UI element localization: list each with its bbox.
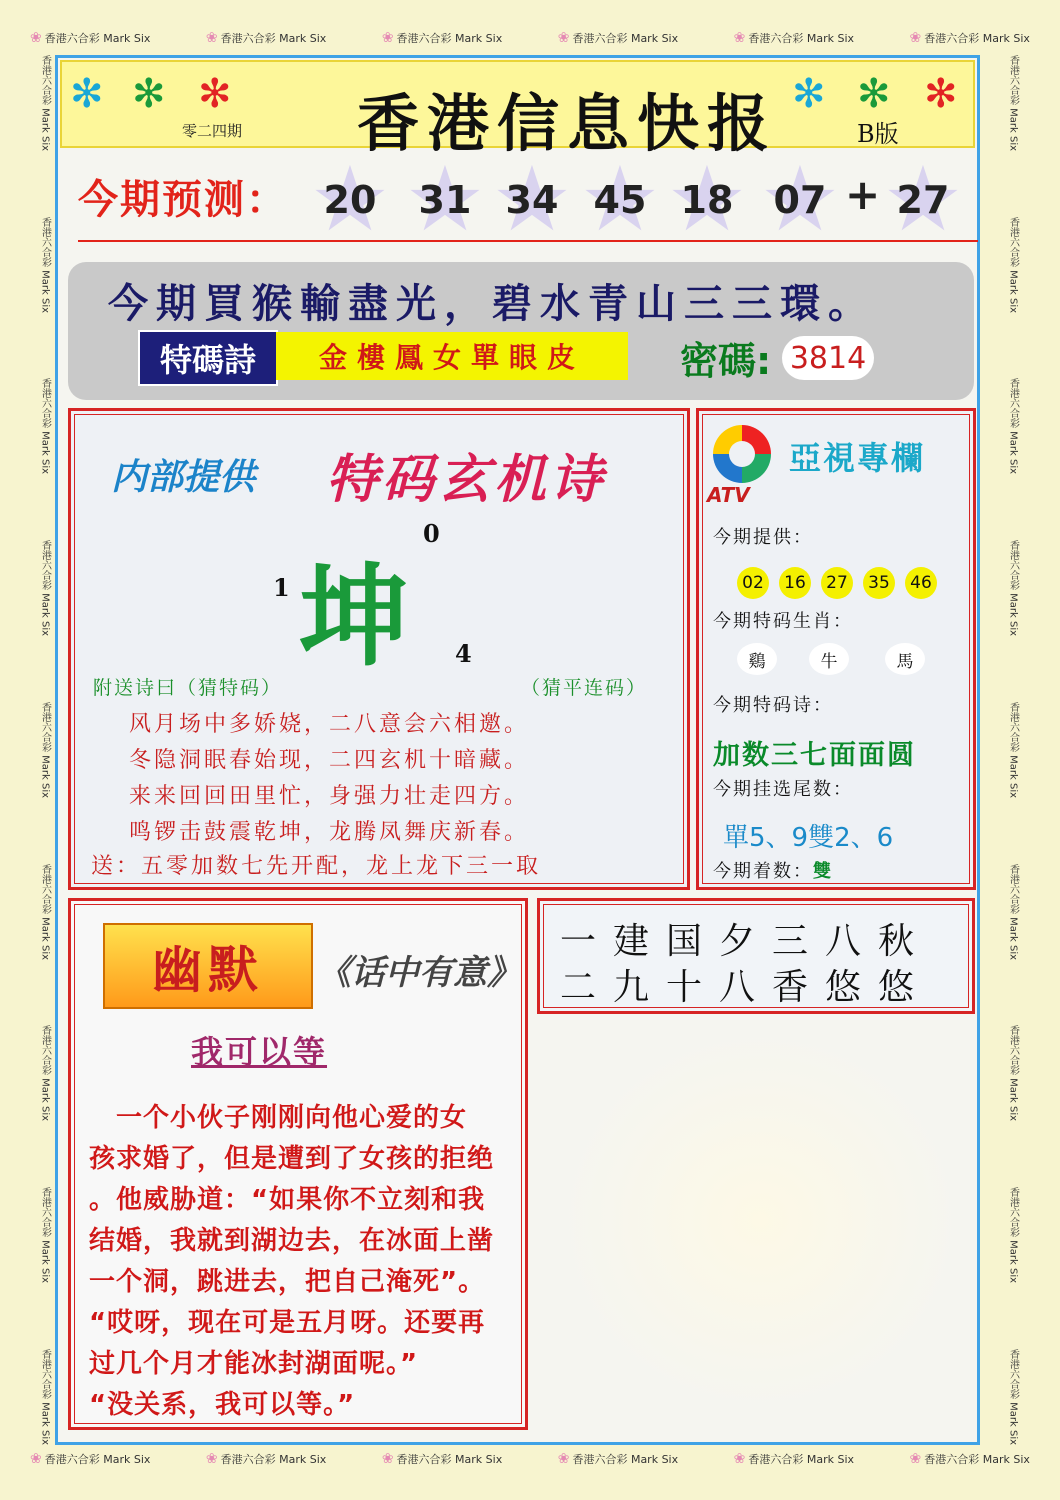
border-label: ❀ 香港六合彩 Mark Six — [30, 1451, 151, 1467]
big-character: 坤 — [299, 553, 409, 681]
border-label: 香港六合彩 Mark Six — [39, 216, 51, 313]
star-icon: ✻ — [70, 71, 104, 117]
border-label: 香港六合彩 Mark Six — [1007, 540, 1019, 637]
poem-label: 今期特码诗： — [713, 695, 833, 716]
number-ball: 35 — [863, 567, 895, 599]
decorative-glow — [560, 1030, 960, 1410]
border-strip-right — [1003, 55, 1023, 1445]
flower-icon: ❀ — [557, 1451, 570, 1467]
prediction-row — [60, 160, 975, 250]
edition-label: B版 — [857, 120, 899, 148]
border-label: 香港六合彩 Mark Six — [1007, 1025, 1019, 1122]
story-title: 我可以等 — [191, 1033, 328, 1071]
atv-logo-text: ATV — [707, 483, 750, 507]
story-line: 过几个月才能冰封湖面呢。” — [89, 1349, 419, 1379]
riddle-line: 一建国夕三八秋 — [560, 921, 932, 962]
star-icon: ✻ — [924, 71, 958, 117]
plus-sign: + — [845, 170, 881, 219]
story-line: 孩求婚了，但是遭到了女孩的拒绝 — [89, 1144, 495, 1174]
humor-box — [68, 898, 528, 1430]
story-line: 一个小伙子刚刚向他心爱的女 — [89, 1103, 468, 1133]
border-label: 香港六合彩 Mark Six — [1007, 1187, 1019, 1284]
code-label: 密碼: — [680, 339, 772, 383]
digit-left: 1 — [273, 573, 290, 602]
number-ball: 16 — [779, 567, 811, 599]
riddle-box — [537, 898, 975, 1014]
border-label: 香港六合彩 Mark Six — [1007, 863, 1019, 960]
flower-icon: ❀ — [733, 30, 746, 46]
verse-head-left: 附送诗曰（猜特码） — [93, 677, 283, 699]
flower-icon: ❀ — [557, 30, 570, 46]
insider-title: 特码玄机诗 — [326, 450, 607, 510]
border-label: 香港六合彩 Mark Six — [39, 1025, 51, 1122]
atv-poem: 加数三七面面圆 — [713, 740, 916, 771]
border-label: 香港六合彩 Mark Six — [1007, 378, 1019, 475]
prediction-number: ★ 45 — [585, 165, 655, 235]
special-poem-text: 金樓鳳女單眼皮 — [276, 332, 628, 380]
prediction-number: ★ 20 — [315, 165, 385, 235]
story-line: 一个洞，跳进去，把自己淹死”。 — [89, 1267, 486, 1297]
border-label: ❀ 香港六合彩 Mark Six — [557, 30, 679, 46]
border-label: 香港六合彩 Mark Six — [1007, 216, 1019, 313]
prediction-number: ★ 07 — [765, 165, 835, 235]
story-line: “没关系，我可以等。” — [89, 1390, 356, 1420]
zodiac-label: 今期特码生肖： — [713, 611, 853, 632]
tip-row: 今期着数：雙 — [713, 861, 833, 882]
flower-icon: ❀ — [30, 1451, 42, 1467]
star-icon: ✻ — [792, 71, 826, 117]
verse-band — [68, 262, 974, 400]
number-ball: 46 — [905, 567, 937, 599]
flower-icon: ❀ — [381, 30, 394, 46]
flower-icon: ❀ — [205, 1451, 218, 1467]
special-poem-label: 特碼詩 — [138, 330, 278, 386]
issue-number: 零二四期 — [182, 122, 243, 140]
page-title: 香港信息快报 — [357, 87, 778, 160]
border-label: 香港六合彩 Mark Six — [39, 55, 51, 152]
star-icon: ✻ — [132, 71, 166, 117]
border-label: 香港六合彩 Mark Six — [39, 863, 51, 960]
flower-icon: ❀ — [909, 1451, 922, 1467]
prediction-number: ★ 34 — [497, 165, 567, 235]
verse-line: 送：五零加数七先开配，龙上龙下三一取 — [91, 854, 542, 879]
story-line: 。他威胁道：“如果你不立刻和我 — [89, 1185, 486, 1215]
atv-title: 亞視專欄 — [789, 439, 926, 477]
star-icon: ✻ — [198, 71, 232, 117]
humor-subtitle: 《话中有意》 — [317, 953, 521, 993]
border-strip-top — [30, 27, 1030, 49]
digit-bottom: 4 — [455, 639, 472, 668]
border-label: 香港六合彩 Mark Six — [39, 540, 51, 637]
flower-icon: ❀ — [381, 1451, 394, 1467]
border-label: 香港六合彩 Mark Six — [1007, 55, 1019, 152]
story-line: 结婚，我就到湖边去，在冰面上凿 — [89, 1226, 495, 1256]
border-label: ❀ 香港六合彩 Mark Six — [557, 1451, 679, 1467]
insider-heading: 内部提供 — [111, 457, 256, 498]
border-label: 香港六合彩 Mark Six — [1007, 701, 1019, 798]
border-label: ❀ 香港六合彩 Mark Six — [205, 30, 327, 46]
provide-label: 今期提供： — [713, 527, 813, 548]
border-label: ❀ 香港六合彩 Mark Six — [909, 30, 1030, 46]
verse-line: 风月场中多娇娆，二八意会六相邀。 — [129, 712, 530, 737]
border-label: ❀ 香港六合彩 Mark Six — [205, 1451, 327, 1467]
special-number: ★ 27 — [888, 165, 958, 235]
zodiac-item: 馬 — [885, 643, 925, 675]
divider — [78, 240, 978, 242]
border-label: ❀ 香港六合彩 Mark Six — [909, 1451, 1030, 1467]
tail-label: 今期挂选尾数： — [713, 779, 853, 800]
atv-box — [696, 408, 976, 890]
prediction-number: ★ 18 — [672, 165, 742, 235]
border-label: 香港六合彩 Mark Six — [1007, 1348, 1019, 1445]
star-icon: ✻ — [857, 71, 891, 117]
flower-icon: ❀ — [30, 30, 42, 46]
verse-line: 鸣锣击鼓震乾坤，龙腾凤舞庆新春。 — [129, 820, 530, 845]
verse-line: 来来回回田里忙，身强力壮走四方。 — [129, 784, 530, 809]
flower-icon: ❀ — [909, 30, 922, 46]
digit-top: 0 — [423, 519, 440, 548]
atv-logo-icon — [713, 425, 771, 483]
riddle-line: 二九十八香悠悠 — [560, 967, 932, 1008]
verse-line: 冬隐洞眠春始现，二四玄机十暗藏。 — [129, 748, 530, 773]
border-label: ❀ 香港六合彩 Mark Six — [381, 30, 503, 46]
tail-value: 單5、9雙2、6 — [723, 823, 894, 853]
flower-icon: ❀ — [733, 1451, 746, 1467]
insider-box — [68, 408, 690, 890]
number-ball: 27 — [821, 567, 853, 599]
border-label: 香港六合彩 Mark Six — [39, 1187, 51, 1284]
story-line: “哎呀，现在可是五月呀。还要再 — [89, 1308, 486, 1338]
zodiac-item: 牛 — [809, 643, 849, 675]
tip-value: 雙 — [813, 861, 833, 882]
header — [60, 60, 975, 160]
number-ball: 02 — [737, 567, 769, 599]
border-label: ❀ 香港六合彩 Mark Six — [30, 30, 151, 46]
border-strip-bottom — [30, 1448, 1030, 1470]
border-label: ❀ 香港六合彩 Mark Six — [381, 1451, 503, 1467]
code-value: 3814 — [782, 336, 874, 380]
flower-icon: ❀ — [205, 30, 218, 46]
border-label: 香港六合彩 Mark Six — [39, 701, 51, 798]
verse-head-right: （猜平连码） — [521, 677, 648, 699]
border-strip-left — [35, 55, 55, 1445]
prediction-number: ★ 31 — [410, 165, 480, 235]
band-verse: 今期買猴輸盡光，碧水青山三三環。 — [108, 281, 876, 327]
border-label: 香港六合彩 Mark Six — [39, 1348, 51, 1445]
border-label: 香港六合彩 Mark Six — [39, 378, 51, 475]
zodiac-item: 鷄 — [737, 643, 777, 675]
border-label: ❀ 香港六合彩 Mark Six — [733, 30, 855, 46]
humor-badge: 幽默 — [103, 923, 313, 1009]
prediction-label: 今期预测： — [78, 177, 288, 223]
border-label: ❀ 香港六合彩 Mark Six — [733, 1451, 855, 1467]
